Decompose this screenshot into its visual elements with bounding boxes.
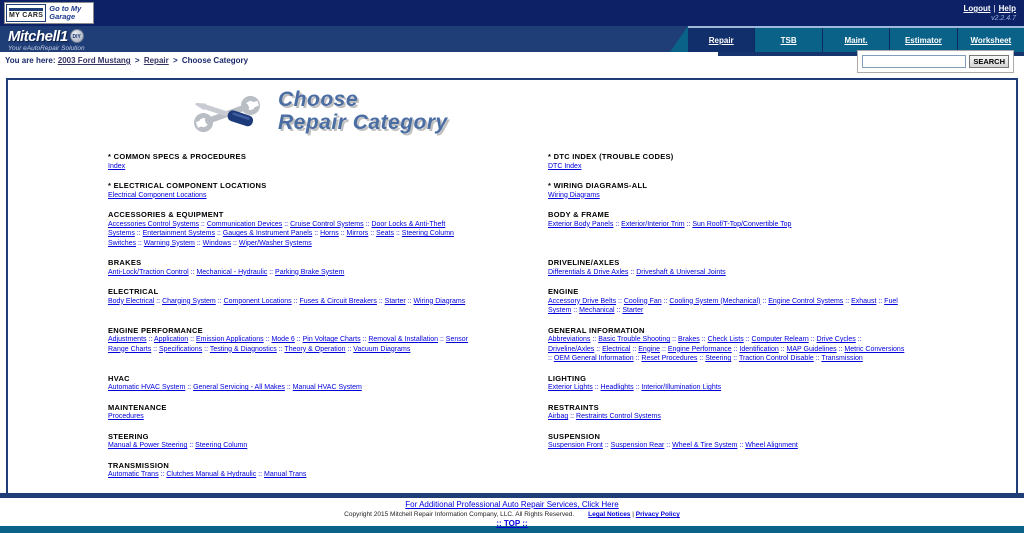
page-title [278, 88, 448, 134]
category-link[interactable]: Airbag [548, 413, 569, 420]
category-link[interactable]: Traction Control Disable [738, 355, 814, 362]
category-links [548, 412, 908, 422]
category-section [548, 287, 908, 316]
category-link[interactable]: Steering [705, 355, 732, 362]
link-separator: :: [263, 336, 272, 343]
link-separator: :: [256, 471, 265, 478]
link-separator: :: [185, 384, 194, 391]
category-link[interactable]: Wheel Alignment [745, 442, 798, 449]
mitchell1-logo: Mitchell1 [8, 28, 68, 45]
page-title-line1: Choose [278, 88, 359, 111]
category-link[interactable]: Wheel & Tire System [672, 442, 738, 449]
category-link[interactable]: Electrical Component Locations [108, 191, 207, 199]
category-link[interactable]: Mechanical - Hydraulic [196, 268, 268, 276]
category-link[interactable]: Theory & Operation [284, 345, 346, 353]
category-links [108, 162, 468, 172]
back-to-top-link[interactable]: :: TOP :: [496, 519, 528, 528]
category-section [548, 461, 908, 480]
category-link[interactable]: Suspension Rear [610, 442, 665, 449]
category-links [108, 383, 468, 393]
category-link[interactable]: Computer Relearn [751, 336, 809, 343]
category-link[interactable]: Sun Roof/T-Top/Convertible Top [692, 220, 792, 228]
link-separator: :: [291, 297, 300, 305]
category-link[interactable]: Component Locations [223, 297, 292, 305]
help-link[interactable]: Help [998, 4, 1016, 13]
category-section [108, 258, 468, 277]
breadcrumb-repair-link[interactable]: Repair [143, 56, 169, 65]
category-section [548, 152, 908, 171]
category-section [108, 374, 468, 393]
copyright-text: Copyright 2015 Mitchell Repair Information Company, LLC. All Rights Reserved. [344, 511, 575, 518]
category-link[interactable]: Metric Conversions [844, 345, 905, 353]
category-link[interactable]: Accessory Drive Belts [548, 297, 617, 305]
category-heading: * ELECTRICAL COMPONENT LOCATIONS [108, 181, 267, 190]
category-link[interactable]: Engine [638, 345, 661, 353]
tab-repair[interactable]: Repair [688, 28, 754, 52]
category-link[interactable]: Anti-Lock/Traction Control [108, 268, 189, 276]
link-separator: :: [630, 345, 639, 353]
category-link[interactable]: Steering Column [195, 442, 248, 449]
category-heading: ENGINE PERFORMANCE [108, 325, 203, 335]
link-separator: :: [602, 442, 611, 449]
privacy-policy-link[interactable]: Privacy Policy [635, 511, 680, 518]
link-separator: :: [405, 297, 414, 305]
category-link[interactable]: Manual & Power Steering [108, 442, 188, 449]
category-link[interactable]: Wiring Diagrams [413, 297, 466, 305]
category-link[interactable]: Horns [320, 230, 339, 237]
category-link[interactable]: Interior/Illumination Lights [641, 384, 722, 391]
top-bar [0, 0, 1024, 26]
category-heading: BRAKES [108, 258, 142, 267]
category-link[interactable]: Pin Voltage Charts [302, 336, 361, 343]
link-separator: :: [215, 230, 223, 237]
category-heading: * DTC INDEX (TROUBLE CODES) [548, 152, 674, 161]
category-link[interactable]: Brakes [677, 336, 700, 343]
pipe-separator: | [993, 4, 996, 13]
category-link[interactable]: Exterior/Interior Trim [621, 220, 685, 228]
link-separator: :: [187, 442, 196, 449]
category-heading: GENERAL INFORMATION [548, 325, 645, 335]
link-separator: :: [633, 355, 642, 362]
category-links [548, 268, 908, 278]
category-heading: ACCESSORIES & EQUIPMENT [108, 210, 224, 219]
category-link[interactable]: Sensor Range Charts [108, 336, 468, 353]
category-link[interactable]: Entertainment Systems [142, 230, 215, 237]
link-separator: :: [376, 297, 385, 305]
link-separator: :: [697, 355, 706, 362]
search-box [857, 50, 1014, 73]
link-separator: :: [345, 345, 354, 353]
category-link[interactable]: Differentials & Drive Axles [548, 268, 629, 276]
session-links [963, 4, 1016, 13]
category-link[interactable]: Starter [384, 297, 406, 305]
repair-tools-icon [188, 88, 266, 136]
link-separator: :: [312, 230, 321, 237]
category-link[interactable]: Index [108, 162, 126, 170]
breadcrumb-vehicle-link[interactable]: 2003 Ford Mustang [57, 56, 131, 65]
category-link[interactable]: Parking Brake System [275, 268, 345, 276]
link-separator: :: [363, 220, 372, 228]
category-links [548, 162, 908, 172]
link-separator: :: [699, 336, 708, 343]
link-separator: :: [338, 230, 347, 237]
category-section [548, 258, 908, 277]
brand-bar [0, 26, 1024, 52]
link-separator: :: [548, 355, 554, 362]
category-link[interactable]: DTC Index [548, 162, 582, 170]
category-link[interactable]: Driveshaft & Universal Joints [636, 268, 726, 276]
category-section [548, 374, 908, 393]
category-link[interactable]: Exhaust [851, 297, 877, 305]
garage-label-wrap [46, 4, 92, 22]
category-link[interactable]: Identification [739, 345, 779, 353]
category-link[interactable]: Application [153, 336, 189, 343]
category-heading: ELECTRICAL [108, 287, 159, 296]
page-title-line2: Repair Category [278, 111, 448, 134]
category-links [108, 412, 468, 422]
category-links [548, 335, 908, 364]
link-separator: :: [731, 345, 740, 353]
license-plate-icon [6, 4, 46, 22]
category-link[interactable]: Emission Applications [195, 336, 264, 343]
category-link[interactable]: Driveline/Axles [548, 345, 595, 353]
link-separator: :: [199, 220, 207, 228]
category-heading: TRANSMISSION [108, 460, 170, 470]
category-link[interactable]: Door Locks & Anti-Theft Systems [108, 220, 446, 237]
category-link[interactable]: Fuses & Circuit Breakers [299, 297, 377, 305]
category-grid [8, 136, 1016, 480]
category-link[interactable]: Body Electrical [108, 297, 155, 305]
category-section [548, 432, 908, 451]
category-link[interactable]: Mirrors [346, 230, 369, 237]
link-separator: :: [294, 336, 303, 343]
category-heading: HVAC [108, 373, 130, 383]
category-link[interactable]: Manual HVAC System [292, 384, 362, 391]
link-separator: :: [202, 345, 210, 353]
category-section [108, 287, 468, 316]
footer-body [0, 498, 1024, 526]
tab-tsb[interactable]: TSB [754, 28, 821, 52]
brand-tagline: Your eAutoRepair Solution [8, 45, 85, 52]
link-separator: :: [684, 220, 693, 228]
category-link[interactable]: Windows [202, 239, 232, 247]
pipe-separator: | [632, 511, 634, 518]
category-section [108, 326, 468, 364]
brand-logo [8, 28, 85, 52]
link-separator: :: [151, 345, 159, 353]
category-link[interactable]: OEM General Information [553, 355, 634, 362]
category-heading: BODY & FRAME [548, 210, 610, 219]
category-links [548, 191, 908, 201]
category-link[interactable]: Headlights [600, 384, 634, 391]
link-separator: :: [843, 297, 852, 305]
tab-bar [688, 26, 1024, 52]
link-separator: :: [670, 336, 678, 343]
category-link[interactable]: Manual Trans [264, 471, 307, 478]
category-link[interactable]: General Servicing - All Makes [193, 384, 285, 391]
category-link[interactable]: Exterior Lights [548, 384, 593, 391]
category-link[interactable]: Transmission [821, 355, 863, 362]
link-separator: :: [616, 297, 624, 305]
category-link[interactable]: Specifications [158, 345, 203, 353]
search-input[interactable] [862, 55, 966, 68]
category-link[interactable]: Cooling Fan [623, 297, 662, 305]
category-link[interactable]: Fuel System [548, 297, 898, 314]
link-separator: :: [633, 384, 642, 391]
category-link[interactable]: Cruise Control Systems [290, 220, 364, 228]
link-separator: :: [158, 471, 167, 478]
link-separator: :: [136, 239, 144, 247]
link-separator: :: [628, 268, 637, 276]
category-link[interactable]: Wiring Diagrams [548, 191, 600, 199]
category-heading: ENGINE [548, 287, 579, 296]
category-links [108, 268, 468, 278]
logout-link[interactable]: Logout [963, 4, 991, 13]
category-link[interactable]: Charging System [162, 297, 216, 305]
tab-worksheet[interactable]: Worksheet [957, 28, 1024, 52]
main-content [6, 78, 1018, 493]
category-links [548, 297, 908, 316]
link-separator: :: [855, 336, 862, 343]
link-separator: :: [590, 336, 599, 343]
category-link[interactable]: Procedures [108, 413, 144, 420]
category-link[interactable]: Electrical [602, 345, 631, 353]
link-separator: :: [368, 230, 377, 237]
category-links [108, 191, 468, 201]
diy-badge-icon: DIY [70, 29, 84, 43]
breadcrumb-prefix: You are here: [5, 56, 56, 65]
link-separator: :: [394, 230, 402, 237]
link-separator: :: [568, 413, 577, 420]
category-links [108, 441, 468, 451]
version-label: v2.2.4.7 [991, 15, 1016, 22]
tab-maint[interactable]: Maint. [822, 28, 889, 52]
category-heading: RESTRAINTS [548, 402, 599, 412]
breadcrumb-separator: > [134, 56, 140, 65]
tab-estimator[interactable]: Estimator [889, 28, 956, 52]
category-link[interactable]: Drive Cycles [816, 336, 856, 343]
category-link[interactable]: Mode 6 [271, 336, 295, 343]
footer [0, 493, 1024, 533]
category-link[interactable]: Removal & Installation [368, 336, 439, 343]
category-heading: * COMMON SPECS & PROCEDURES [108, 152, 247, 161]
category-link[interactable]: Gauges & Instrument Panels [222, 230, 313, 237]
breadcrumb [5, 56, 248, 65]
footer-services-line [0, 500, 1024, 509]
category-link[interactable]: Adjustments [108, 336, 147, 343]
category-heading: MAINTENANCE [108, 402, 167, 412]
link-separator: :: [194, 239, 203, 247]
link-separator: :: [215, 297, 224, 305]
category-section [548, 403, 908, 422]
category-link[interactable]: Mechanical [579, 307, 615, 314]
category-link[interactable]: Basic Trouble Shooting [598, 336, 671, 343]
category-heading: * WIRING DIAGRAMS-ALL [548, 181, 648, 190]
my-cars-label: MY CARS [9, 11, 44, 19]
breadcrumb-current: Choose Category [181, 56, 249, 65]
category-links [548, 383, 908, 393]
category-link[interactable]: Engine Control Systems [768, 297, 844, 305]
category-link[interactable]: Restraints Control Systems [576, 413, 661, 420]
category-links [108, 220, 468, 249]
link-separator: :: [284, 384, 293, 391]
link-separator: :: [836, 345, 845, 353]
my-garage-button[interactable] [4, 2, 94, 24]
link-separator: :: [146, 336, 154, 343]
category-link[interactable]: Communication Devices [206, 220, 283, 228]
link-separator: :: [661, 297, 670, 305]
category-section [548, 181, 908, 200]
category-section [548, 210, 908, 248]
additional-services-link[interactable]: For Additional Professional Auto Repair Services, Click Here [405, 500, 619, 509]
category-links [108, 470, 468, 480]
category-links [548, 441, 908, 451]
link-separator: :: [614, 307, 623, 314]
page-header [188, 88, 1016, 136]
link-separator: :: [737, 442, 746, 449]
link-separator: :: [188, 336, 196, 343]
link-separator: :: [360, 336, 369, 343]
category-link[interactable]: Suspension Front [548, 442, 603, 449]
category-section [548, 326, 908, 364]
link-separator: :: [231, 239, 239, 247]
link-separator: :: [134, 230, 143, 237]
category-heading: DRIVELINE/AXLES [548, 258, 620, 267]
link-separator: :: [731, 355, 739, 362]
plate-strip [9, 8, 43, 11]
category-link[interactable]: Automatic Trans [108, 471, 159, 478]
link-separator: :: [154, 297, 163, 305]
link-separator: :: [660, 345, 668, 353]
category-section [108, 432, 468, 451]
category-link[interactable]: Clutches Manual & Hydraulic [166, 471, 257, 478]
category-links [108, 335, 468, 354]
category-link[interactable]: Seats [376, 230, 394, 237]
category-link[interactable]: Starter [622, 307, 644, 314]
category-link[interactable]: Steering Column Switches [108, 230, 454, 247]
category-heading: STEERING [108, 431, 149, 441]
link-separator: :: [188, 268, 197, 276]
category-link[interactable]: MAP Guidelines [786, 345, 837, 353]
category-link[interactable]: Wiper/Washer Systems [238, 239, 312, 247]
category-section [108, 181, 468, 200]
footer-copyright-line [0, 511, 1024, 518]
link-separator: :: [813, 355, 822, 362]
category-section [108, 461, 468, 480]
go-to-my-garage-label: Go to My Garage [49, 4, 82, 21]
category-section [108, 210, 468, 248]
search-button[interactable]: SEARCH [969, 55, 1009, 68]
category-heading: LIGHTING [548, 373, 587, 383]
category-link[interactable]: Check Lists [707, 336, 744, 343]
link-separator: :: [778, 345, 787, 353]
link-separator: :: [438, 336, 446, 343]
link-separator: :: [571, 307, 580, 314]
category-links [548, 220, 908, 230]
link-separator: :: [276, 345, 285, 353]
category-link[interactable]: Reset Procedures [641, 355, 698, 362]
category-link[interactable]: Vacuum Diagrams [353, 345, 411, 353]
link-separator: :: [876, 297, 885, 305]
link-separator: :: [267, 268, 276, 276]
link-separator: :: [613, 220, 622, 228]
link-separator: :: [592, 384, 601, 391]
category-link[interactable]: Warning System [143, 239, 195, 247]
category-section [108, 152, 468, 171]
breadcrumb-separator: > [172, 56, 178, 65]
category-links [108, 297, 468, 307]
link-separator: :: [760, 297, 769, 305]
category-link[interactable]: Abbreviations [548, 336, 591, 343]
link-separator: :: [743, 336, 752, 343]
legal-notices-link[interactable]: Legal Notices [588, 511, 631, 518]
category-section [108, 403, 468, 422]
link-separator: :: [282, 220, 291, 228]
category-link[interactable]: Cooling System (Mechanical) [669, 297, 761, 305]
category-link[interactable]: Engine Performance [667, 345, 732, 353]
category-heading: SUSPENSION [548, 431, 601, 441]
link-separator: :: [664, 442, 673, 449]
category-link[interactable]: Testing & Diagnostics [209, 345, 277, 353]
category-link[interactable]: Accessories Control Systems [108, 220, 200, 228]
link-separator: :: [808, 336, 817, 343]
link-separator: :: [594, 345, 603, 353]
category-link[interactable]: Exterior Body Panels [548, 220, 614, 228]
category-link[interactable]: Automatic HVAC System [108, 384, 186, 391]
